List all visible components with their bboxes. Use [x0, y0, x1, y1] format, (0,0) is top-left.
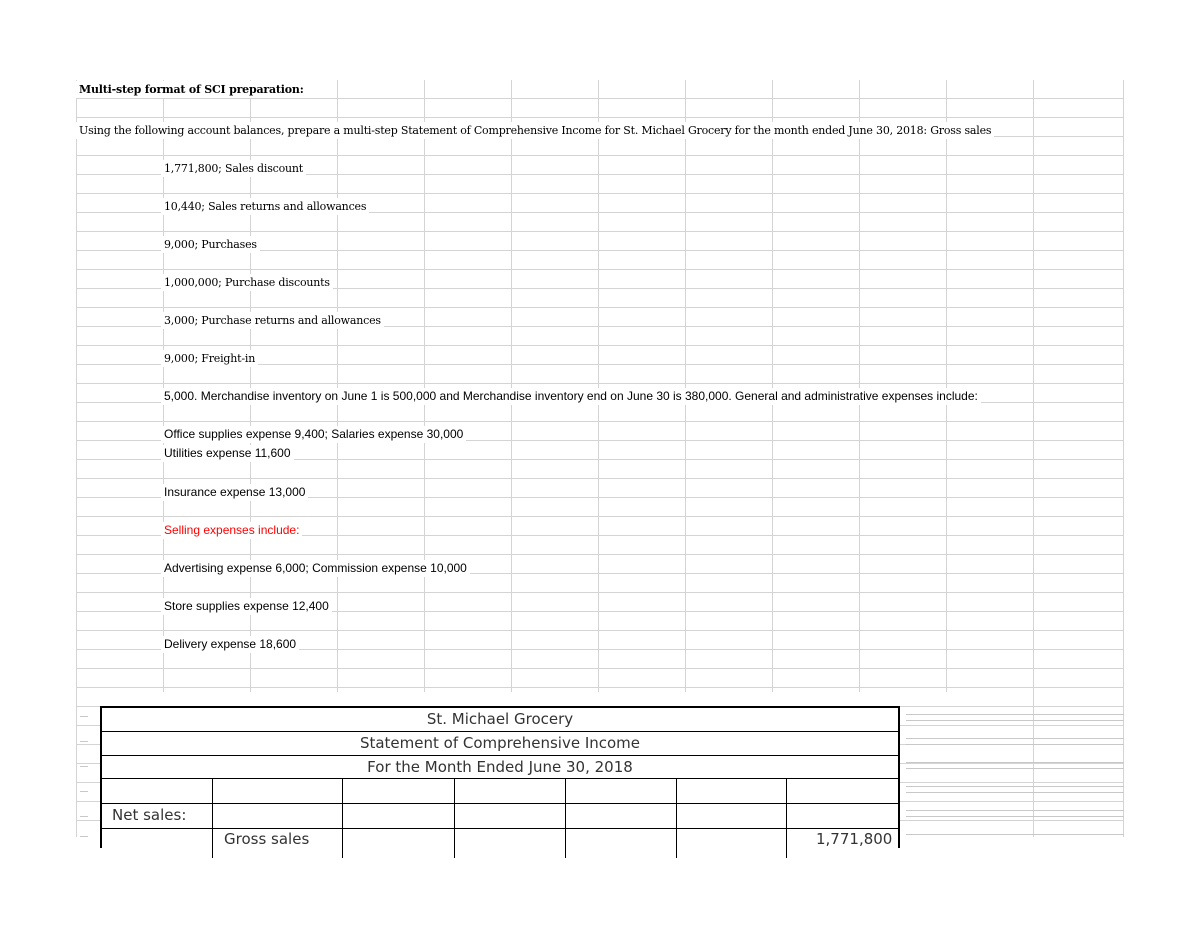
grid-column-line — [946, 80, 947, 692]
gna-line: Insurance expense 13,000 — [161, 484, 308, 501]
selling-line: Delivery expense 18,600 — [161, 636, 299, 653]
selling-expenses-header: Selling expenses include: — [161, 522, 302, 539]
statement-col-line — [565, 778, 566, 858]
grid-column-line — [424, 80, 425, 692]
statement-col-line — [212, 778, 213, 858]
inventory-note: 5,000. Merchandise inventory on June 1 is 500,000 and Merchandise inventory end on June 30 is 380,000. General and administrative expenses include: — [161, 388, 981, 405]
right-grid-cells — [906, 706, 1124, 841]
row-tick-marks — [76, 706, 90, 841]
grid-column-line — [772, 80, 773, 692]
statement-col-line — [676, 778, 677, 858]
account-line: 9,000; Purchases — [161, 236, 260, 253]
intro-text: Using the following account balances, prepare a multi-step Statement of Comprehensive Income for St. Michael Grocery for the month ended June 30, 2018: Gross sales — [76, 122, 994, 139]
account-line: 10,440; Sales returns and allowances — [161, 198, 369, 215]
spreadsheet-grid — [76, 80, 1124, 848]
statement-col-line — [342, 778, 343, 858]
statement-title: Statement of Comprehensive Income — [102, 732, 898, 756]
statement-company: St. Michael Grocery — [102, 708, 898, 732]
grid-column-line — [685, 80, 686, 692]
statement-col-line — [786, 778, 787, 858]
grid-column-line — [337, 80, 338, 692]
net-sales-label: Net sales: — [112, 806, 187, 824]
grid-column-line — [598, 80, 599, 692]
account-line: 1,000,000; Purchase discounts — [161, 274, 333, 291]
account-line: 3,000; Purchase returns and allowances — [161, 312, 384, 329]
grid-column-line — [511, 80, 512, 692]
gna-line: Office supplies expense 9,400; Salaries expense 30,000 — [161, 426, 466, 443]
income-statement — [100, 706, 900, 848]
sheet-heading: Multi-step format of SCI preparation: — [76, 81, 307, 98]
gross-sales-label: Gross sales — [224, 830, 310, 848]
account-line: 9,000; Freight-in — [161, 350, 258, 367]
selling-line: Advertising expense 6,000; Commission expense 10,000 — [161, 560, 470, 577]
gna-line: Utilities expense 11,600 — [161, 445, 294, 462]
statement-period: For the Month Ended June 30, 2018 — [102, 756, 898, 779]
statement-blank-row — [102, 779, 898, 804]
account-line: 1,771,800; Sales discount — [161, 160, 306, 177]
gross-sales-value: 1,771,800 — [816, 830, 893, 848]
grid-column-line — [859, 80, 860, 692]
statement-col-line — [454, 778, 455, 858]
statement-row-divider — [102, 828, 898, 829]
selling-line: Store supplies expense 12,400 — [161, 598, 332, 615]
